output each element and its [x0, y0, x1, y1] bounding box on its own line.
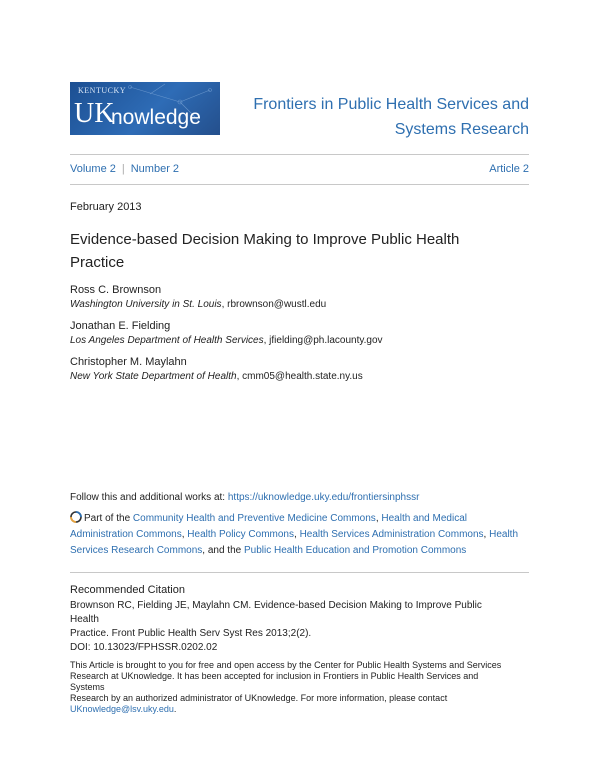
issue-separator: | [121, 163, 125, 175]
citation-heading: Recommended Citation [70, 584, 185, 596]
number-link[interactable]: Number 2 [130, 163, 180, 175]
commons-link[interactable]: Health and Medical Administration Commons [70, 513, 467, 540]
divider [70, 572, 529, 573]
divider [70, 184, 529, 185]
author-email: , cmm05@health.state.ny.us [236, 371, 363, 382]
commons-link[interactable]: Health Policy Commons [187, 529, 294, 540]
publication-date: February 2013 [70, 201, 142, 213]
open-access-icon [70, 511, 82, 523]
notice-line: Research by an authorized administrator of UKnowledge. For more information, please contact [70, 693, 448, 703]
author-affiliation: Los Angeles Department of Health Services [70, 335, 264, 346]
logo-uk: UK [74, 98, 115, 129]
access-notice [70, 660, 510, 715]
logo-knowledge: nowledge [111, 106, 201, 129]
separator: , [375, 513, 382, 524]
journal-title[interactable] [229, 92, 529, 142]
notice-line: Research at UKnowledge. It has been accepted for inclusion in Frontiers in Public Health Services and Systems [70, 671, 479, 692]
commons-link[interactable]: Public Health Education and Promotion Commons [243, 545, 467, 556]
commons-link[interactable]: Health Services Administration Commons [299, 529, 484, 540]
part-of-commons [70, 511, 530, 559]
logo-kentucky: KENTUCKY [78, 86, 126, 95]
commons-link[interactable]: Community Health and Preventive Medicine Commons [132, 513, 376, 524]
separator: , [181, 529, 188, 540]
separator: , [294, 529, 300, 540]
citation-line: Practice. Front Public Health Serv Syst Res 2013;2(2). [70, 628, 312, 639]
author-name: Christopher M. Maylahn [70, 356, 187, 368]
collection-url-link[interactable]: https://uknowledge.uky.edu/frontiersinphssr [227, 492, 420, 503]
citation-doi: DOI: 10.13023/FPHSSR.0202.02 [70, 642, 218, 653]
separator: , and the [202, 545, 244, 556]
divider [70, 154, 529, 155]
commons-link[interactable]: Health Services Research Commons [70, 529, 518, 556]
author-entry [70, 283, 326, 312]
author-name: Jonathan E. Fielding [70, 320, 171, 332]
journal-title-line2[interactable]: Systems Research [394, 121, 529, 138]
journal-title-line1[interactable]: Frontiers in Public Health Services and [253, 96, 529, 113]
author-affiliation: New York State Department of Health [70, 371, 237, 382]
follow-line [70, 492, 419, 503]
author-entry [70, 355, 363, 384]
author-name: Ross C. Brownson [70, 284, 162, 296]
author-email: , rbrownson@wustl.edu [221, 299, 327, 310]
citation-line: Brownson RC, Fielding JE, Maylahn CM. Evidence-based Decision Making to Improve Public Health [70, 600, 482, 625]
contact-email-link[interactable]: UKnowledge@lsv.uky.edu [70, 704, 174, 714]
author-affiliation: Washington University in St. Louis [70, 299, 222, 310]
author-email: , jfielding@ph.lacounty.gov [263, 335, 383, 346]
author-entry [70, 319, 383, 348]
article-link[interactable]: Article 2 [489, 163, 529, 175]
article-title: Evidence-based Decision Making to Improve Public Health Practice [70, 231, 460, 271]
part-of-prefix: Part of the [84, 513, 133, 524]
citation-text [70, 599, 510, 655]
notice-period: . [173, 704, 177, 714]
uknowledge-logo[interactable] [70, 82, 220, 135]
volume-link[interactable]: Volume 2 [70, 163, 116, 175]
separator: , [483, 529, 490, 540]
follow-prefix: Follow this and additional works at: [70, 492, 228, 503]
issue-info [70, 163, 179, 175]
notice-line: This Article is brought to you for free and open access by the Center for Public Health Systems and Services [70, 660, 502, 670]
